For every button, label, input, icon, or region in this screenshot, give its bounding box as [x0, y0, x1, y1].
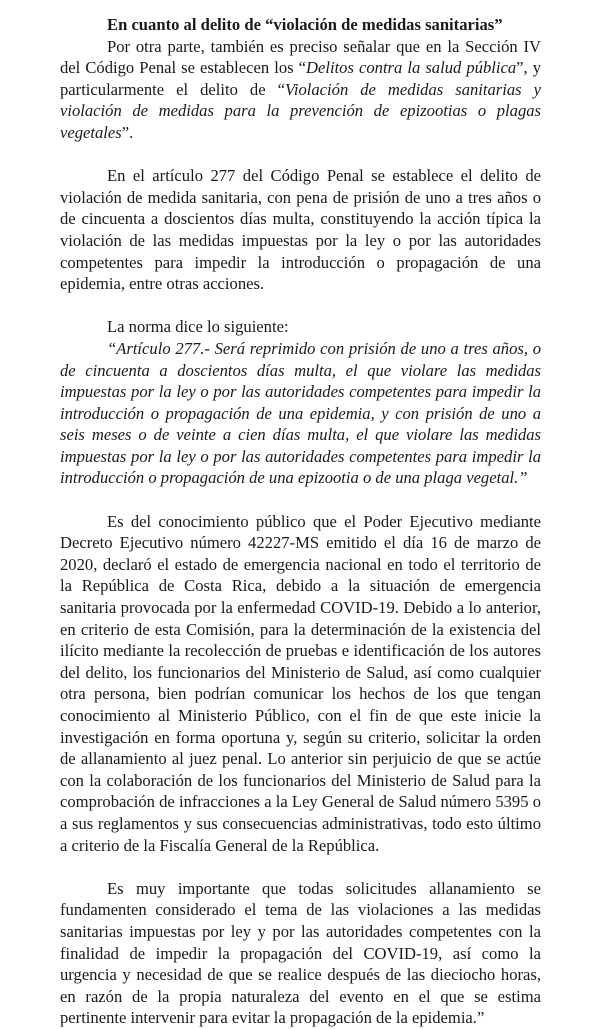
paragraph-allanamiento: Es muy importante que todas solicitudes allanamiento se fundamenten considerado el tema de las violaciones a las medidas sanitarias impuestas por ley y por las autoridades competentes con la finalidad de impedir la propagación del COVID-19, así como la urgencia y necesidad de que se realice después de las dieciocho horas, en razón de la propia naturaleza del evento en el que se estima pertinente intervenir para evitar la propagación de la epidemia.” — [60, 878, 541, 1028]
document-page — [60, 14, 541, 1029]
paragraph-seccion-iv — [60, 36, 541, 144]
italic-title-violacion: Violación de medidas sanitarias y violación de medidas para la prevención de epizootias o plagas vegetales — [60, 79, 541, 142]
section-heading: En cuanto al delito de “violación de medidas sanitarias” — [107, 15, 503, 34]
paragraph-text: ”, y particularmente el delito de “ — [60, 58, 541, 99]
paragraph-text: Por otra parte, también es preciso señalar que en la Sección IV del Código Penal se establecen los “ — [60, 36, 541, 78]
paragraph-text: ”. — [121, 122, 134, 142]
paragraph-articulo-277: En el artículo 277 del Código Penal se establece el delito de violación de medida sanitaria, con pena de prisión de uno a tres años o de cincuenta a doscientos días multa, constituyendo la acción típica la violación de las medidas impuestas por la ley o por las autoridades competentes para impedir la introducción o propagación de una epidemia, entre otras acciones. — [60, 166, 541, 294]
italic-title-delitos: Delitos contra la salud pública — [306, 58, 517, 78]
quoted-article-277: “Artículo 277.- Será reprimido con prisión de uno a tres años, o de cincuenta a doscientos días multa, el que violare las medidas impuestas por la ley o por las autoridades competentes para impedir la introducción o propagación de una epidemia, y con prisión de uno a seis meses o de veinte a cien días multa, el que violare las medidas impuestas por la ley o por las autoridades competentes para impedir la introducción o propagación de una epizootia o de una plaga vegetal.” — [60, 338, 541, 488]
paragraph-norma-intro: La norma dice lo siguiente: — [107, 317, 289, 337]
paragraph-decreto: Es del conocimiento público que el Poder Ejecutivo mediante Decreto Ejecutivo número 42227-MS emitido el día 16 de marzo de 2020, declaró el estado de emergencia nacional en todo el territorio de la República de Costa Rica, debido a la situación de emergencia sanitaria provocada por la enfermedad COVID-19. Debido a lo anterior, en criterio de esta Comisión, para la determinación de la existencia del ilícito mediante la recolección de pruebas e identificación de los autores del delito, los funcionarios del Ministerio de Salud, así como cualquier otra persona, bien podrían comunicar los hechos de los que tengan conocimiento al Ministerio Público, con el fin de que este inicie la investigación en forma oportuna y, según su criterio, solicitar la orden de allanamiento al juez penal. Lo anterior sin perjuicio de que se actúe con la colaboración de los funcionarios del Ministerio de Salud para la comprobación de infracciones a la Ley General de Salud número 5395 o a sus reglamentos y sus consecuencias administrativas, todo esto último a criterio de la Fiscalía General de la República. — [60, 511, 541, 855]
